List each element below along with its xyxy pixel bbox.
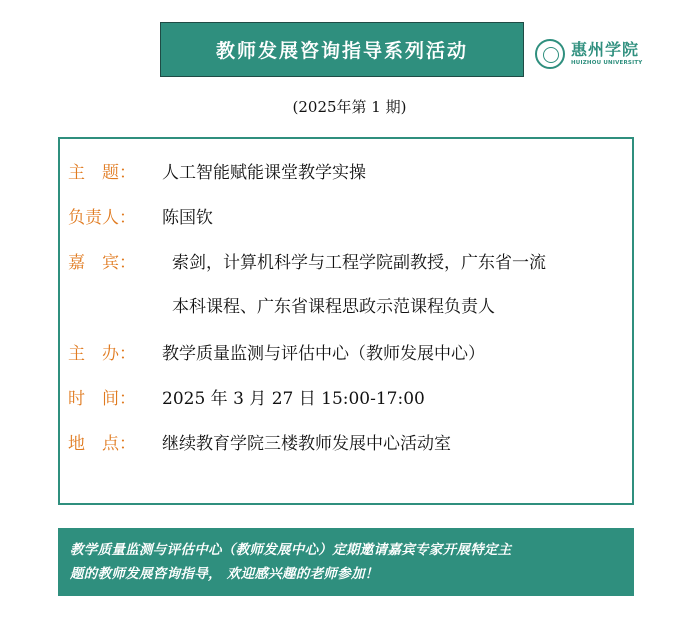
guest-label: 嘉 宾： [68, 253, 136, 273]
invitation-line-2: 题的教师发展咨询指导， 欢迎感兴趣的老师参加！ [70, 566, 379, 582]
activity-title: 教师发展咨询指导系列活动 [215, 40, 468, 62]
activity-title-banner [160, 22, 524, 77]
issue-number: (2025年第 1 期) [292, 98, 407, 116]
guest-value-line2: 本科课程、广东省课程思政示范课程负责人 [172, 297, 495, 317]
invitation-line-1: 教学质量监测与评估中心（教师发展中心）定期邀请嘉宾专家开展特定主 [70, 542, 512, 558]
time-label: 时 间： [68, 389, 136, 409]
host-label: 主 办： [68, 344, 136, 364]
guest-value-line1: 索剑，计算机科学与工程学院副教授，广东省一流 [172, 253, 546, 273]
owner-label: 负责人： [68, 208, 136, 228]
time-value: 2025 年 3 月 27 日 15:00-17:00 [162, 389, 425, 409]
place-label: 地 点： [68, 434, 136, 454]
topic-value: 人工智能赋能课堂教学实操 [162, 163, 366, 183]
logo-english-name: HUIZHOU UNIVERSITY [571, 60, 643, 66]
host-value: 教学质量监测与评估中心（教师发展中心） [162, 344, 485, 364]
logo-chinese-name: 惠州学院 [571, 40, 640, 59]
topic-label: 主 题： [68, 163, 136, 183]
owner-value: 陈国钦 [162, 208, 213, 228]
university-logo [535, 34, 665, 74]
place-value: 继续教育学院三楼教师发展中心活动室 [162, 434, 451, 454]
invitation-banner [58, 528, 634, 596]
university-seal-icon [535, 39, 565, 69]
